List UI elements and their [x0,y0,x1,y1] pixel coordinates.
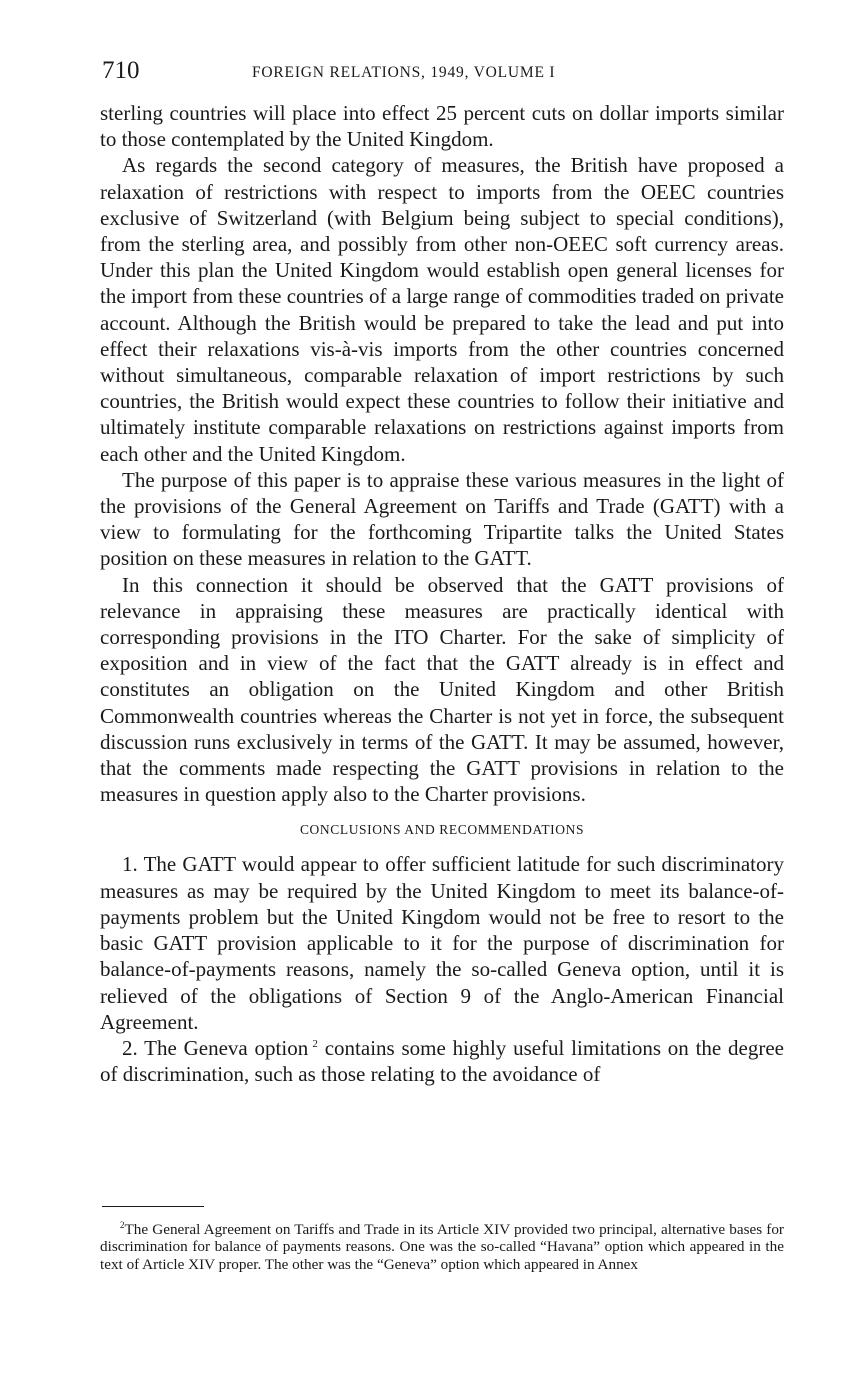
conclusion-2-text-end: contains some highly useful limitations on the degree of discrimination, such as those relating to the avoidance of [100,1035,784,1087]
body-text [100,100,784,1087]
footnote-divider [102,1206,204,1207]
conclusion-2-text-start: 2. The Geneva option [122,1035,309,1060]
footnote [100,1221,784,1273]
running-head: FOREIGN RELATIONS, 1949, VOLUME I [252,64,556,81]
paragraph-continuation: sterling countries will place into effect 25 percent cuts on dollar imports similar to those contemplated by the United Kingdom. [100,101,784,152]
page-header [102,56,784,90]
section-heading: CONCLUSIONS AND RECOMMENDATIONS [299,822,585,838]
footnote-mark: 2 [120,1219,125,1230]
paragraph-conclusion-1: 1. The GATT would appear to offer sufficient latitude for such discriminatory measures as may be required by the United Kingdom to meet its balance-of-payments problem but the United Kingdom would not be free to resort to the basic GATT provision applicable to it for the purpose of discrimination for balance-of-payments reasons, namely the so-called Geneva option, until it is relieved of the obligations of Section 9 of the Anglo-American Financial Agreement. [100,852,784,1034]
page-number: 710 [102,57,140,84]
footnote-reference-mark: 2 [312,1037,318,1050]
paragraph-purpose: The purpose of this paper is to appraise these various measures in the light of the provisions of the General Agreement on Tariffs and Trade (GATT) with a view to formulating for the forthcoming Tripartite talks the United States position on these measures in relation to the GATT. [100,467,784,571]
paragraph-conclusion-2 [100,1035,784,1087]
footnote-text: The General Agreement on Tariffs and Trade in its Article XIV provided two principal, alternative bases for discrimination for balance of payments reasons. One was the so-called “Havana” option which appeared in the text of Article XIV proper. The other was the “Geneva” option which appeared in Annex [100,1221,784,1273]
paragraph-second-category: As regards the second category of measures, the British have proposed a relaxation of restrictions with respect to imports from the OEEC countries exclusive of Switzerland (with Belgium being subject to special conditions), from the sterling area, and possibly from other non-OEEC soft currency areas. Under this plan the United Kingdom would establish open general licenses for the import from these countries of a large range of commodities traded on private account. Although the British would be prepared to take the lead and put into effect their relaxations vis-à-vis imports from the other countries concerned without simultaneous, comparable relaxation of import restrictions by such countries, the British would expect these countries to follow their initiative and ultimately institute comparable relaxations on restrictions against imports from each other and the United Kingdom. [100,153,784,466]
paragraph-connection: In this connection it should be observed that the GATT provisions of relevance in appraising these measures are practically identical with corresponding provisions in the ITO Charter. For the sake of simplicity of exposition and in view of the fact that the GATT already is in effect and constitutes an obligation on the United Kingdom and other British Commonwealth countries whereas the Charter is not yet in force, the subsequent discussion runs exclusively in terms of the GATT. It may be assumed, however, that the comments made respecting the GATT provisions in relation to the measures in question apply also to the Charter provisions. [100,572,784,807]
